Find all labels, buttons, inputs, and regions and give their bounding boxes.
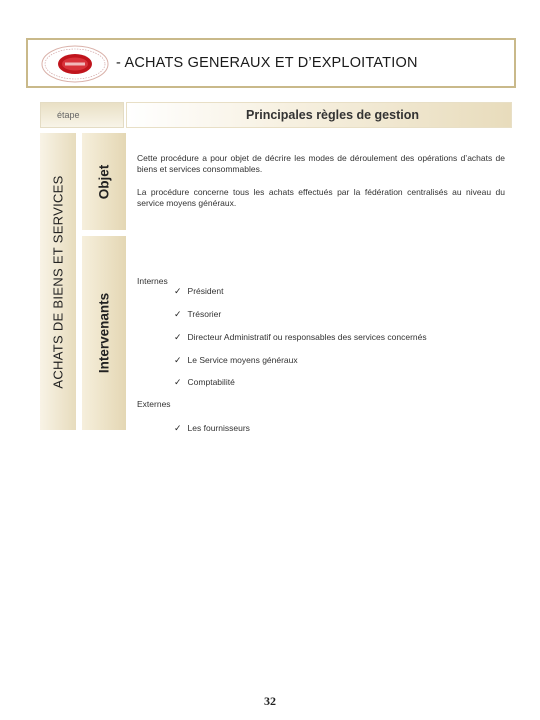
objet-paragraph-1: Cette procédure a pour objet de décrire les modes de déroulement des opérations d’achats de biens et services consommables. (137, 153, 505, 174)
list-item (174, 286, 223, 297)
objet-paragraph-2: La procédure concerne tous les achats effectués par la fédération centralisés au niveau du service moyens généraux. (137, 187, 505, 208)
main-category-label: ACHATS DE BIENS ET SERVICES (50, 174, 66, 389)
list-item (174, 332, 427, 343)
etape-header-cell (40, 102, 124, 128)
checkmark-icon: ✓ (174, 423, 182, 433)
checkmark-icon: ✓ (174, 309, 182, 319)
objet-label: Objet (96, 164, 112, 199)
etape-label: étape (57, 110, 80, 120)
externes-label: Externes (137, 399, 171, 409)
list-item-label: Directeur Administratif ou responsables des services concernés (187, 332, 427, 342)
list-item-label: Trésorier (187, 309, 222, 319)
checkmark-icon: ✓ (174, 332, 182, 342)
internes-label: Internes (137, 276, 168, 286)
objet-column (82, 133, 126, 230)
federation-logo-icon (40, 44, 110, 84)
list-item (174, 423, 250, 434)
checkmark-icon: ✓ (174, 377, 182, 387)
document-header (26, 38, 516, 88)
list-item (174, 377, 235, 388)
main-category-column (40, 133, 76, 430)
rules-header-cell (126, 102, 512, 128)
intervenants-column (82, 236, 126, 430)
list-item (174, 355, 298, 366)
list-item-label: Comptabilité (187, 377, 235, 387)
list-item (174, 309, 221, 320)
checkmark-icon: ✓ (174, 355, 182, 365)
page-title: - ACHATS GENERAUX ET D’EXPLOITATION (116, 55, 418, 71)
checkmark-icon: ✓ (174, 286, 182, 296)
page-number: 32 (264, 694, 276, 708)
rules-title: Principales règles de gestion (246, 108, 419, 122)
intervenants-label: Intervenants (96, 292, 112, 374)
list-item-label: Président (187, 286, 224, 296)
list-item-label: Le Service moyens généraux (187, 355, 298, 365)
list-item-label: Les fournisseurs (187, 423, 250, 433)
